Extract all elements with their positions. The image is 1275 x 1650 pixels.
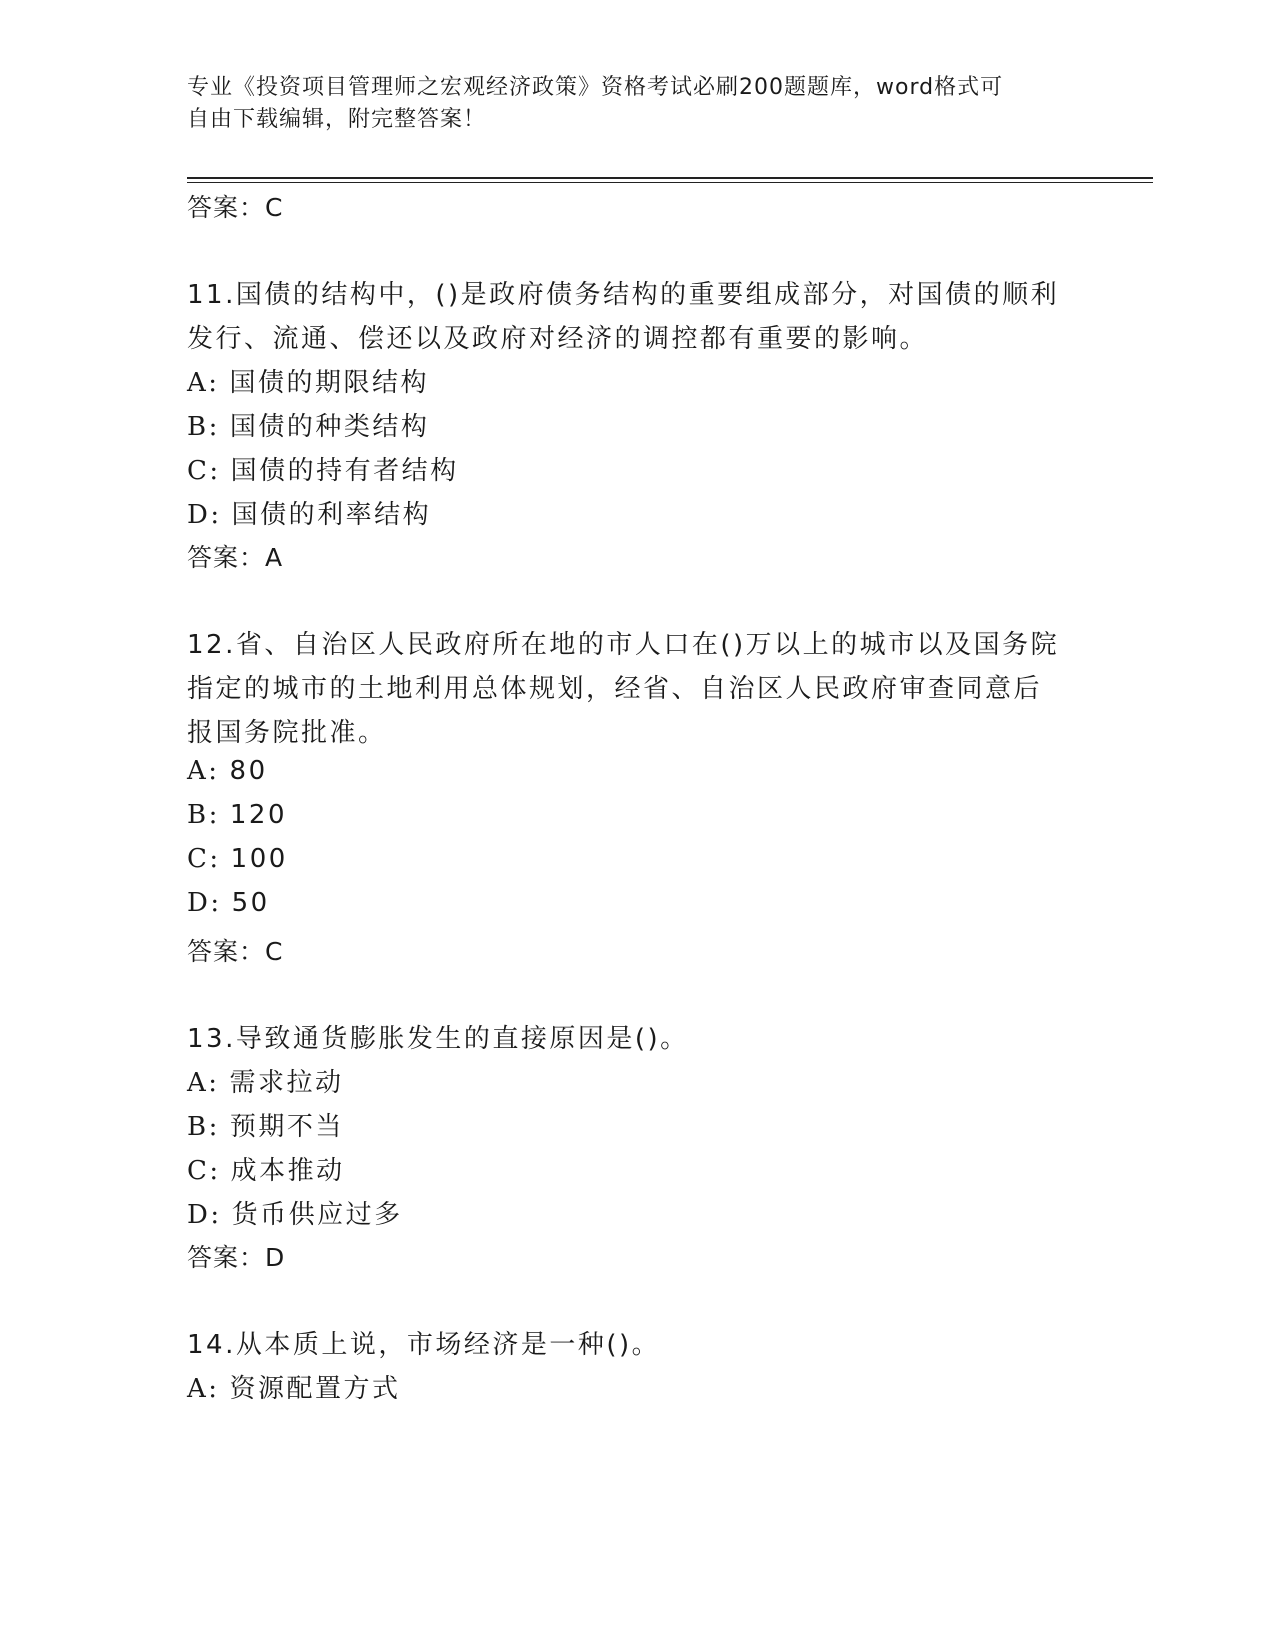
answer-value: C <box>265 937 284 966</box>
option-11-a <box>187 362 429 399</box>
question-14-line-1: 14.从本质上说，市场经济是一种()。 <box>187 1330 661 1360</box>
question-12-line-1: 12.省、自治区人民政府所在地的市人口在()万以上的城市以及国务院 <box>187 630 1060 660</box>
answer-label: 答案： <box>187 543 266 572</box>
option-label: D: <box>187 888 222 918</box>
option-12-d <box>187 888 270 918</box>
answer-label: 答案： <box>187 193 266 222</box>
option-label: B: <box>187 800 220 830</box>
answer-q10 <box>187 188 283 224</box>
option-label: D: <box>187 500 222 530</box>
option-text: 国债的种类结构 <box>229 412 430 442</box>
header-line-1: 专业《投资项目管理师之宏观经济政策》资格考试必刷200题题库，word格式可 <box>187 75 1004 100</box>
option-12-b <box>187 800 287 830</box>
option-11-c <box>187 450 459 487</box>
answer-label: 答案： <box>187 937 266 966</box>
answer-label: 答案： <box>187 1243 266 1272</box>
option-text: 预期不当 <box>229 1112 344 1142</box>
option-label: A: <box>187 368 220 398</box>
option-14-a <box>187 1368 401 1405</box>
page-header <box>187 72 1087 136</box>
answer-value: A <box>265 543 284 572</box>
option-label: C: <box>187 456 221 486</box>
option-label: B: <box>187 412 220 442</box>
option-label: D: <box>187 1200 222 1230</box>
question-12-line-3: 报国务院批准。 <box>187 718 387 748</box>
option-text: 50 <box>231 888 270 918</box>
option-text: 国债的持有者结构 <box>230 456 459 486</box>
option-text: 资源配置方式 <box>229 1374 401 1404</box>
option-text: 货币供应过多 <box>231 1200 403 1230</box>
option-text: 100 <box>230 844 288 874</box>
option-12-c <box>187 844 288 874</box>
header-rule-thick <box>187 177 1153 179</box>
option-11-b <box>187 406 429 443</box>
question-12-line-2: 指定的城市的土地利用总体规划，经省、自治区人民政府审查同意后 <box>187 674 1043 704</box>
option-text: 80 <box>229 756 268 786</box>
option-text: 成本推动 <box>230 1156 345 1186</box>
option-text: 120 <box>229 800 288 830</box>
option-12-a <box>187 756 268 786</box>
question-11-line-2: 发行、流通、偿还以及政府对经济的调控都有重要的影响。 <box>187 324 929 354</box>
option-label: A: <box>187 1068 220 1098</box>
question-13-line-1: 13.导致通货膨胀发生的直接原因是()。 <box>187 1024 689 1054</box>
header-line-2: 自由下载编辑，附完整答案！ <box>187 107 487 132</box>
option-label: C: <box>187 1156 221 1186</box>
question-11-line-1: 11.国债的结构中，()是政府债务结构的重要组成部分，对国债的顺利 <box>187 280 1060 310</box>
option-13-b <box>187 1106 344 1143</box>
option-text: 需求拉动 <box>229 1068 344 1098</box>
option-label: A: <box>187 1374 220 1404</box>
option-11-d <box>187 494 431 531</box>
answer-value: C <box>265 193 284 222</box>
option-13-a <box>187 1062 344 1099</box>
answer-q12 <box>187 932 283 968</box>
answer-q13 <box>187 1238 285 1274</box>
option-13-d <box>187 1194 403 1231</box>
option-label: B: <box>187 1112 220 1142</box>
answer-value: D <box>265 1243 286 1272</box>
option-text: 国债的期限结构 <box>229 368 430 398</box>
option-13-c <box>187 1150 345 1187</box>
option-label: A: <box>187 756 220 786</box>
option-label: C: <box>187 844 221 874</box>
answer-q11 <box>187 538 283 574</box>
option-text: 国债的利率结构 <box>231 500 432 530</box>
header-rule-thin <box>187 182 1153 183</box>
